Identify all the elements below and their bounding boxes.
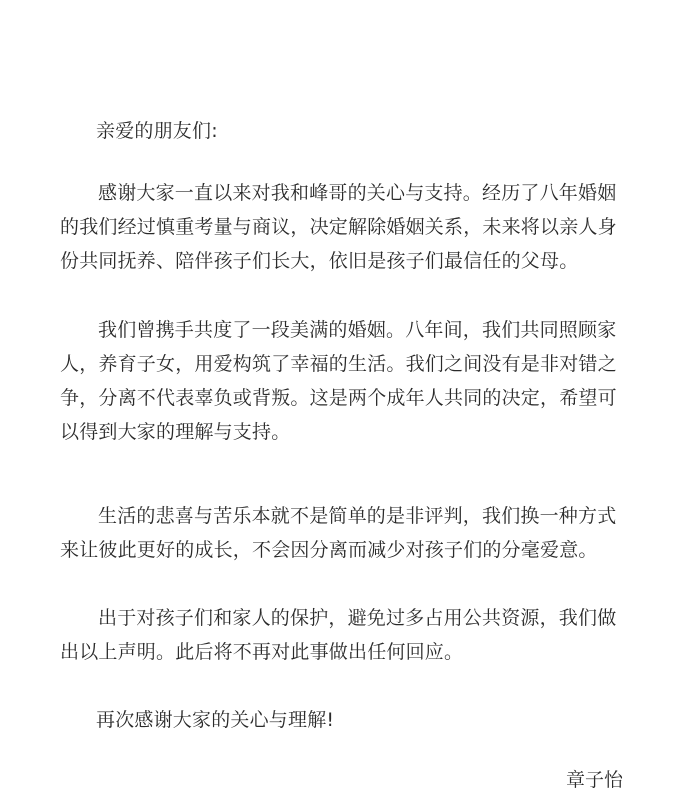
paragraph-2-line-4: 以得到大家的理解与支持。	[60, 421, 291, 443]
paragraph-3-line-2: 来让彼此更好的成长，不会因分离而减少对孩子们的分毫爱意。	[60, 539, 598, 561]
paragraph-2-line-2: 人，养育子女，用爱构筑了幸福的生活。我们之间没有是非对错之	[60, 353, 617, 375]
paragraph-3	[60, 499, 640, 567]
paragraph-4-line-2: 出以上声明。此后将不再对此事做出任何回应。	[60, 641, 464, 663]
paragraph-4-line-1: 出于对孩子们和家人的保护，避免过多占用公共资源，我们做	[98, 607, 617, 629]
paragraph-4	[60, 601, 640, 669]
paragraph-2-line-1: 我们曾携手共度了一段美满的婚姻。八年间，我们共同照顾家	[98, 319, 617, 341]
paragraph-3-line-1: 生活的悲喜与苦乐本就不是简单的是非评判，我们换一种方式	[98, 505, 617, 527]
paragraph-1-line-2: 的我们经过慎重考量与商议，决定解除婚姻关系，未来将以亲人身	[60, 216, 617, 238]
salutation: 亲爱的朋友们:	[96, 120, 218, 142]
paragraph-1	[60, 176, 640, 278]
closing-line: 再次感谢大家的关心与理解!	[96, 709, 335, 731]
paragraph-2	[60, 313, 640, 449]
paragraph-1-line-1: 感谢大家一直以来对我和峰哥的关心与支持。经历了八年婚姻	[98, 182, 617, 204]
paragraph-1-line-3: 份共同抚养、陪伴孩子们长大，依旧是孩子们最信任的父母。	[60, 250, 579, 272]
paragraph-2-line-3: 争，分离不代表辜负或背叛。这是两个成年人共同的决定，希望可	[60, 387, 617, 409]
signature: 章子怡	[566, 769, 624, 791]
